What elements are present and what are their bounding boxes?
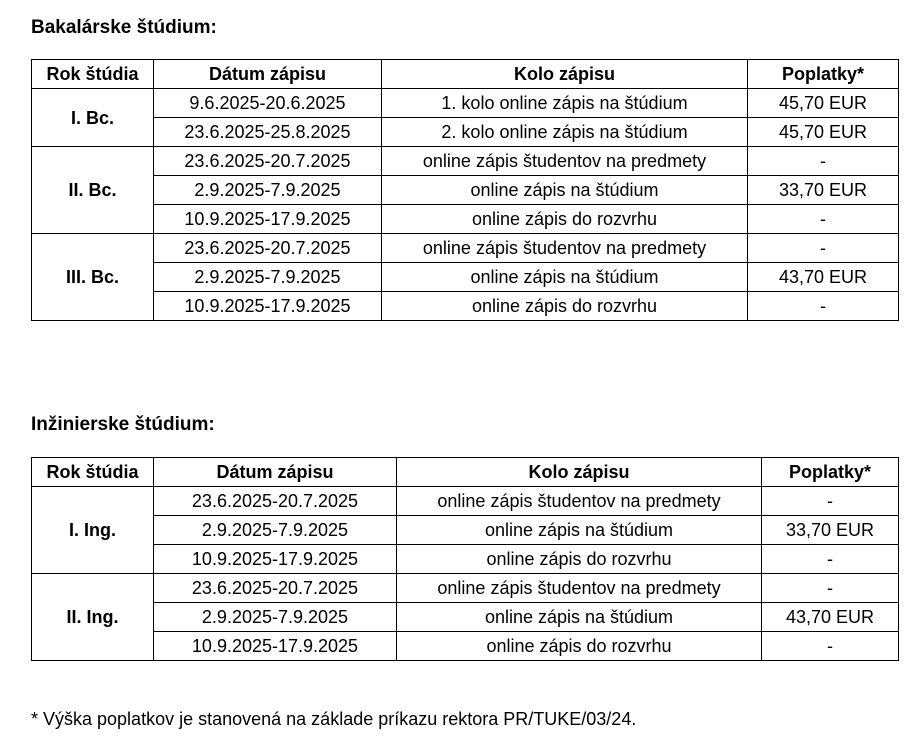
fee-cell: - <box>762 574 899 603</box>
table-row <box>32 89 899 118</box>
date-cell: 2.9.2025-7.9.2025 <box>154 516 397 545</box>
date-cell: 2.9.2025-7.9.2025 <box>154 263 382 292</box>
engineering-schedule-table <box>31 457 899 661</box>
round-cell: online zápis do rozvrhu <box>382 292 748 321</box>
fee-cell: - <box>762 487 899 516</box>
round-cell: online zápis študentov na predmety <box>382 234 748 263</box>
table-header-row <box>32 60 899 89</box>
header-round: Kolo zápisu <box>382 60 748 89</box>
fee-cell: 33,70 EUR <box>762 516 899 545</box>
table-row <box>32 263 899 292</box>
header-fee: Poplatky* <box>762 458 899 487</box>
date-cell: 10.9.2025-17.9.2025 <box>154 205 382 234</box>
fee-cell: - <box>748 234 899 263</box>
bachelor-schedule-table <box>31 59 899 321</box>
table-row <box>32 205 899 234</box>
fee-footnote: * Výška poplatkov je stanovená na základe príkazu rektora PR/TUKE/03/24. <box>31 709 637 729</box>
table-header-row <box>32 458 899 487</box>
fee-cell: 43,70 EUR <box>762 603 899 632</box>
table-row <box>32 603 899 632</box>
round-cell: online zápis na štúdium <box>382 176 748 205</box>
fee-cell: - <box>748 292 899 321</box>
bachelor-section-title: Bakalárske štúdium: <box>31 17 217 38</box>
year-cell: III. Bc. <box>32 234 154 321</box>
date-cell: 2.9.2025-7.9.2025 <box>154 176 382 205</box>
round-cell: online zápis do rozvrhu <box>382 205 748 234</box>
date-cell: 10.9.2025-17.9.2025 <box>154 292 382 321</box>
header-round: Kolo zápisu <box>397 458 762 487</box>
round-cell: online zápis do rozvrhu <box>397 545 762 574</box>
fee-cell: - <box>748 147 899 176</box>
round-cell: 1. kolo online zápis na štúdium <box>382 89 748 118</box>
header-year: Rok štúdia <box>32 60 154 89</box>
table-row <box>32 176 899 205</box>
round-cell: online zápis do rozvrhu <box>397 632 762 661</box>
round-cell: online zápis študentov na predmety <box>397 487 762 516</box>
round-cell: online zápis na štúdium <box>382 263 748 292</box>
table-row <box>32 487 899 516</box>
year-cell: II. Bc. <box>32 147 154 234</box>
year-cell: I. Bc. <box>32 89 154 147</box>
date-cell: 2.9.2025-7.9.2025 <box>154 603 397 632</box>
fee-cell: 33,70 EUR <box>748 176 899 205</box>
date-cell: 23.6.2025-20.7.2025 <box>154 574 397 603</box>
table-row <box>32 632 899 661</box>
date-cell: 23.6.2025-20.7.2025 <box>154 487 397 516</box>
header-fee: Poplatky* <box>748 60 899 89</box>
engineering-section-title: Inžinierske štúdium: <box>31 414 215 435</box>
date-cell: 9.6.2025-20.6.2025 <box>154 89 382 118</box>
header-year: Rok štúdia <box>32 458 154 487</box>
table-row <box>32 234 899 263</box>
date-cell: 23.6.2025-20.7.2025 <box>154 147 382 176</box>
fee-cell: 43,70 EUR <box>748 263 899 292</box>
round-cell: online zápis na štúdium <box>397 516 762 545</box>
header-date: Dátum zápisu <box>154 60 382 89</box>
fee-cell: 45,70 EUR <box>748 89 899 118</box>
table-row <box>32 545 899 574</box>
table-row <box>32 516 899 545</box>
date-cell: 23.6.2025-25.8.2025 <box>154 118 382 147</box>
round-cell: online zápis študentov na predmety <box>397 574 762 603</box>
fee-cell: - <box>762 632 899 661</box>
table-row <box>32 574 899 603</box>
fee-cell: - <box>748 205 899 234</box>
year-cell: II. Ing. <box>32 574 154 661</box>
table-row <box>32 118 899 147</box>
date-cell: 23.6.2025-20.7.2025 <box>154 234 382 263</box>
table-row <box>32 292 899 321</box>
year-cell: I. Ing. <box>32 487 154 574</box>
round-cell: 2. kolo online zápis na štúdium <box>382 118 748 147</box>
round-cell: online zápis na štúdium <box>397 603 762 632</box>
table-row <box>32 147 899 176</box>
round-cell: online zápis študentov na predmety <box>382 147 748 176</box>
fee-cell: 45,70 EUR <box>748 118 899 147</box>
date-cell: 10.9.2025-17.9.2025 <box>154 632 397 661</box>
header-date: Dátum zápisu <box>154 458 397 487</box>
date-cell: 10.9.2025-17.9.2025 <box>154 545 397 574</box>
fee-cell: - <box>762 545 899 574</box>
